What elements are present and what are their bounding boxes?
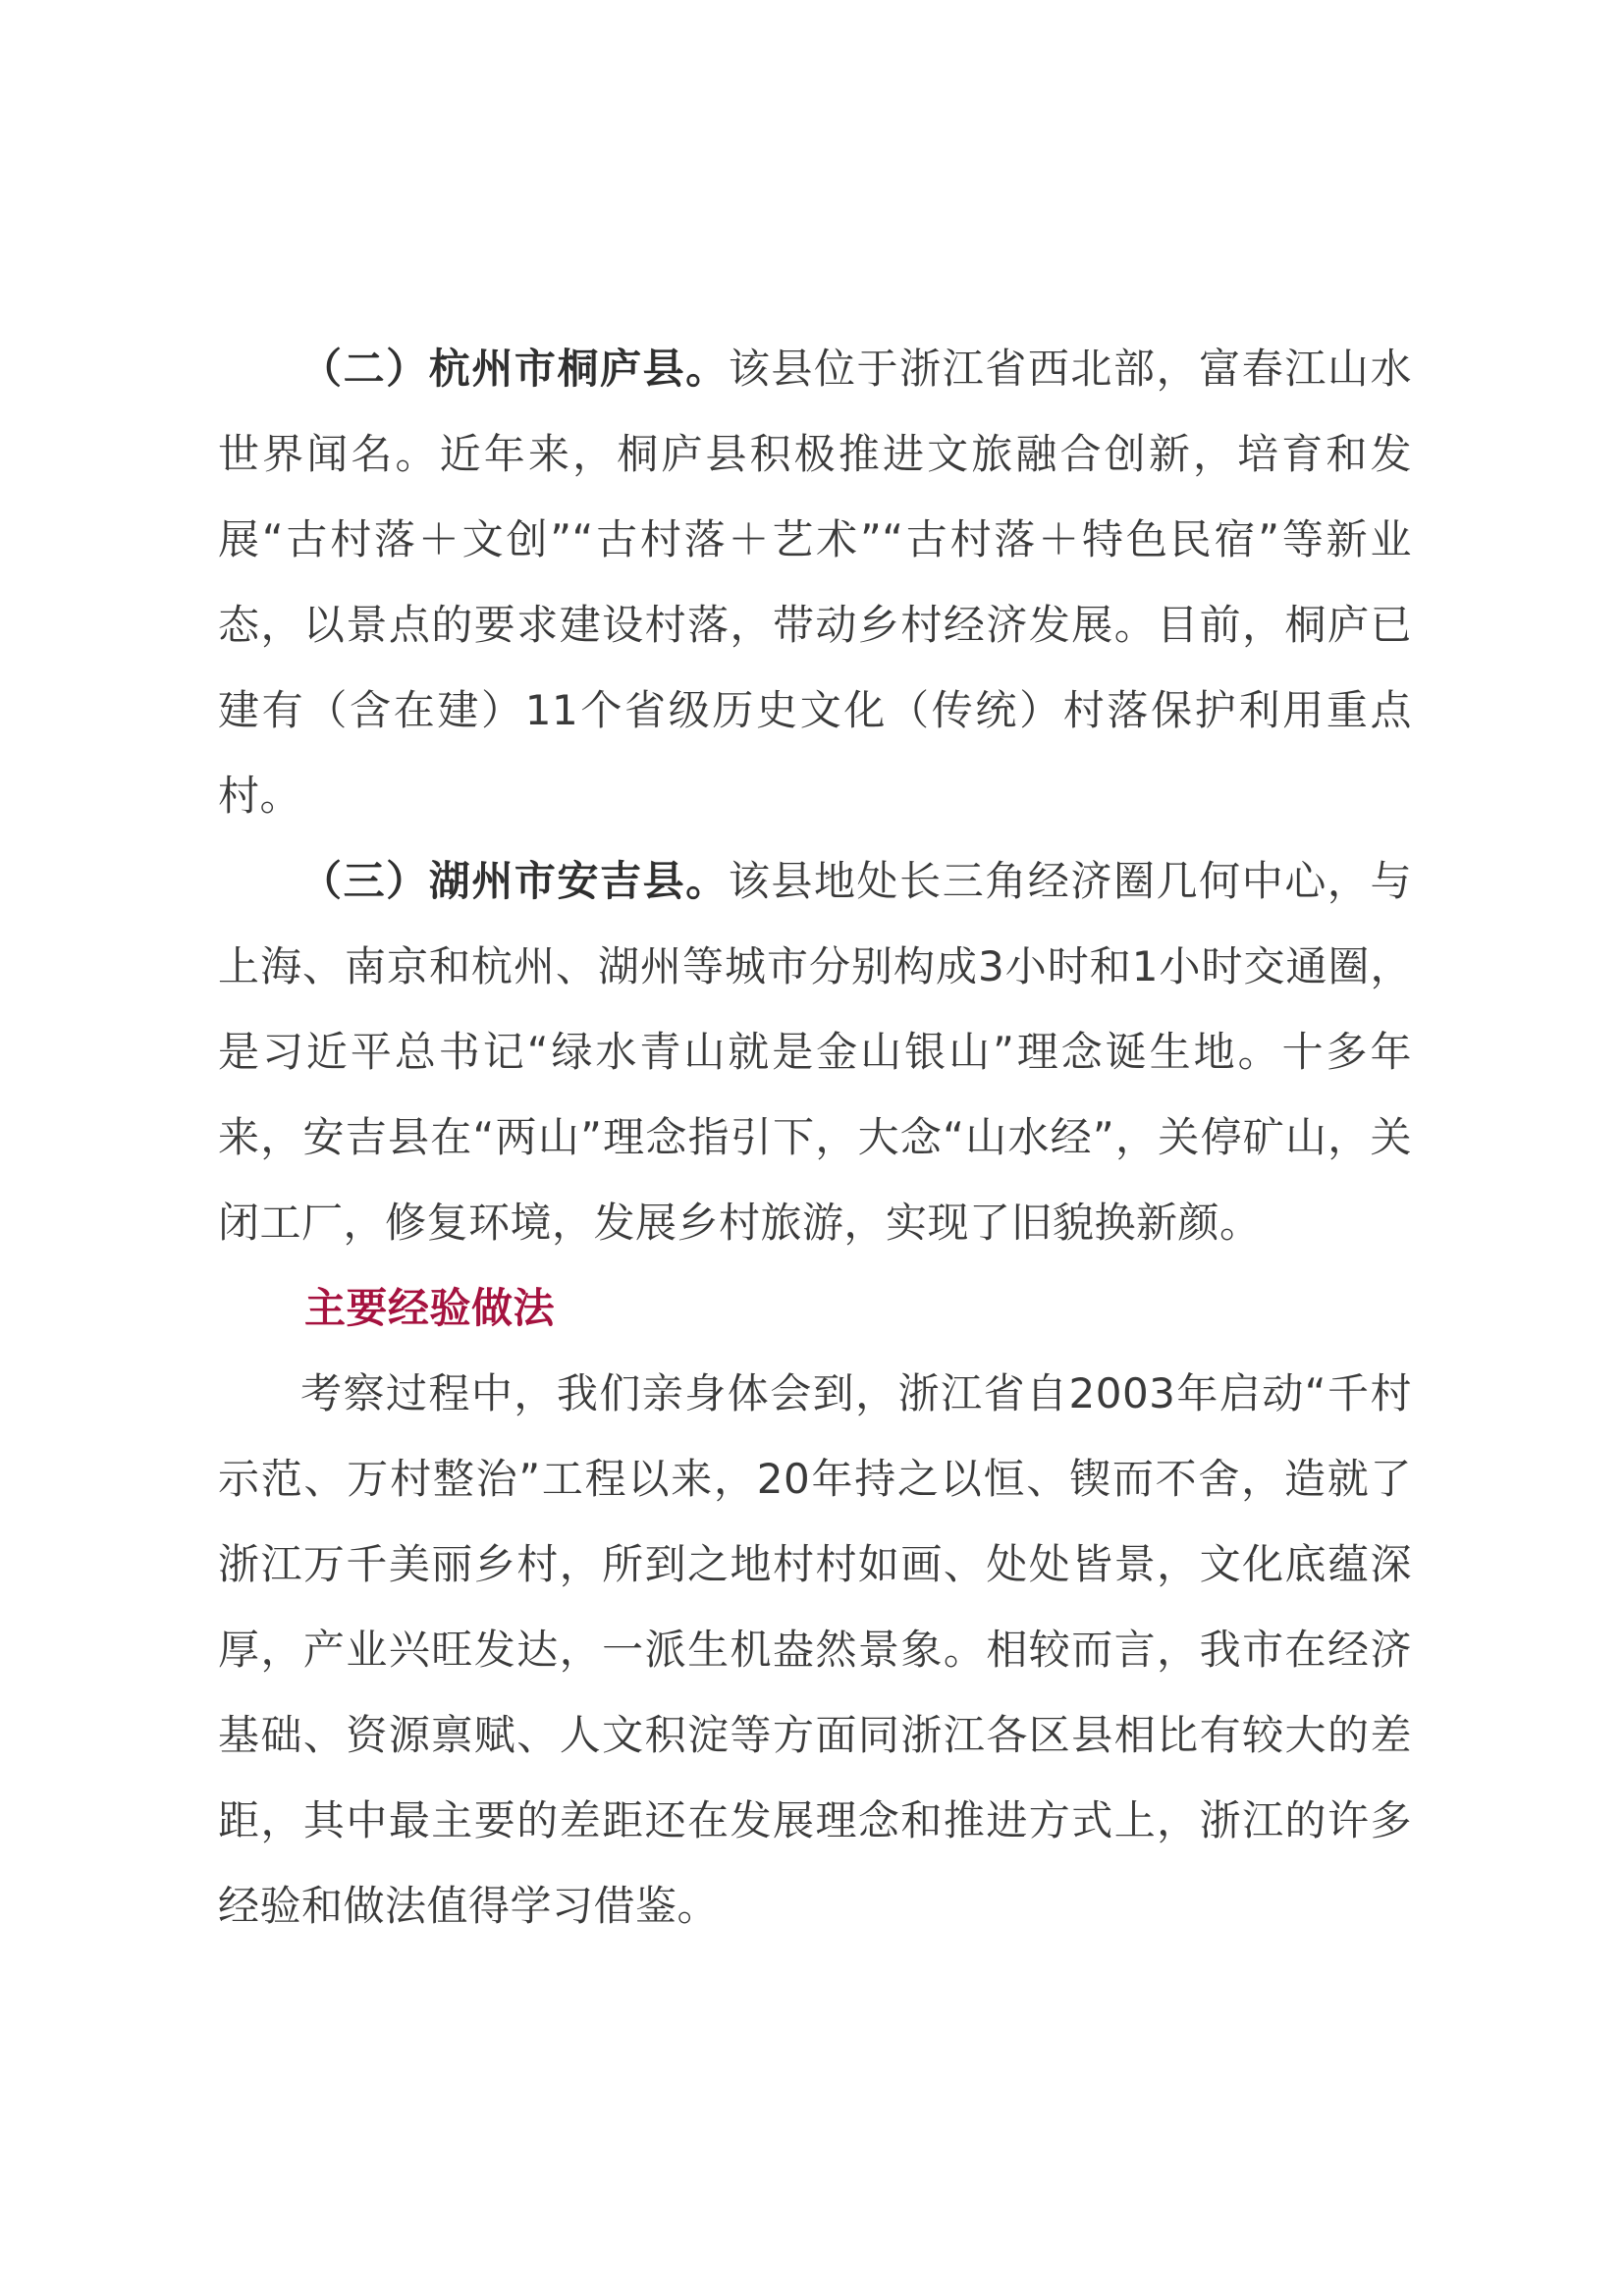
paragraph-tonglu xyxy=(218,326,1412,838)
section-heading: 主要经验做法 xyxy=(304,1284,556,1332)
document-body xyxy=(218,326,1412,1949)
paragraph-lead-tonglu: （二）杭州市桐庐县。 xyxy=(300,345,729,393)
paragraph-anji xyxy=(218,838,1412,1265)
paragraph-text-anji: 该县地处长三角经济圈几何中心，与上海、南京和杭州、湖州等城市分别构成3小时和1小时交通圈，是习近平总书记“绿水青山就是金山银山”理念诞生地。十多年来，安吉县在“两山”理念指引下，大念“山水经”，关停矿山，关闭工厂，修复环境，发展乡村旅游，实现了旧貌换新颜。 xyxy=(218,857,1412,1247)
paragraph-experience: 考察过程中，我们亲身体会到，浙江省自2003年启动“千村示范、万村整治”工程以来，20年持之以恒、锲而不舍，造就了浙江万千美丽乡村，所到之地村村如画、处处皆景，文化底蕴深厚，产业兴旺发达，一派生机盎然景象。相较而言，我市在经济基础、资源禀赋、人文积淀等方面同浙江各区县相比有较大的差距，其中最主要的差距还在发展理念和推进方式上，浙江的许多经验和做法值得学习借鉴。 xyxy=(218,1369,1412,1930)
paragraph-lead-anji: （三）湖州市安吉县。 xyxy=(300,857,729,905)
paragraph-text-tonglu: 该县位于浙江省西北部，富春江山水世界闻名。近年来，桐庐县积极推进文旅融合创新，培育和发展“古村落＋文创”“古村落＋艺术”“古村落＋特色民宿”等新业态，以景点的要求建设村落，带动乡村经济发展。目前，桐庐已建有（含在建）11个省级历史文化（传统）村落保护利用重点村。 xyxy=(218,345,1412,820)
